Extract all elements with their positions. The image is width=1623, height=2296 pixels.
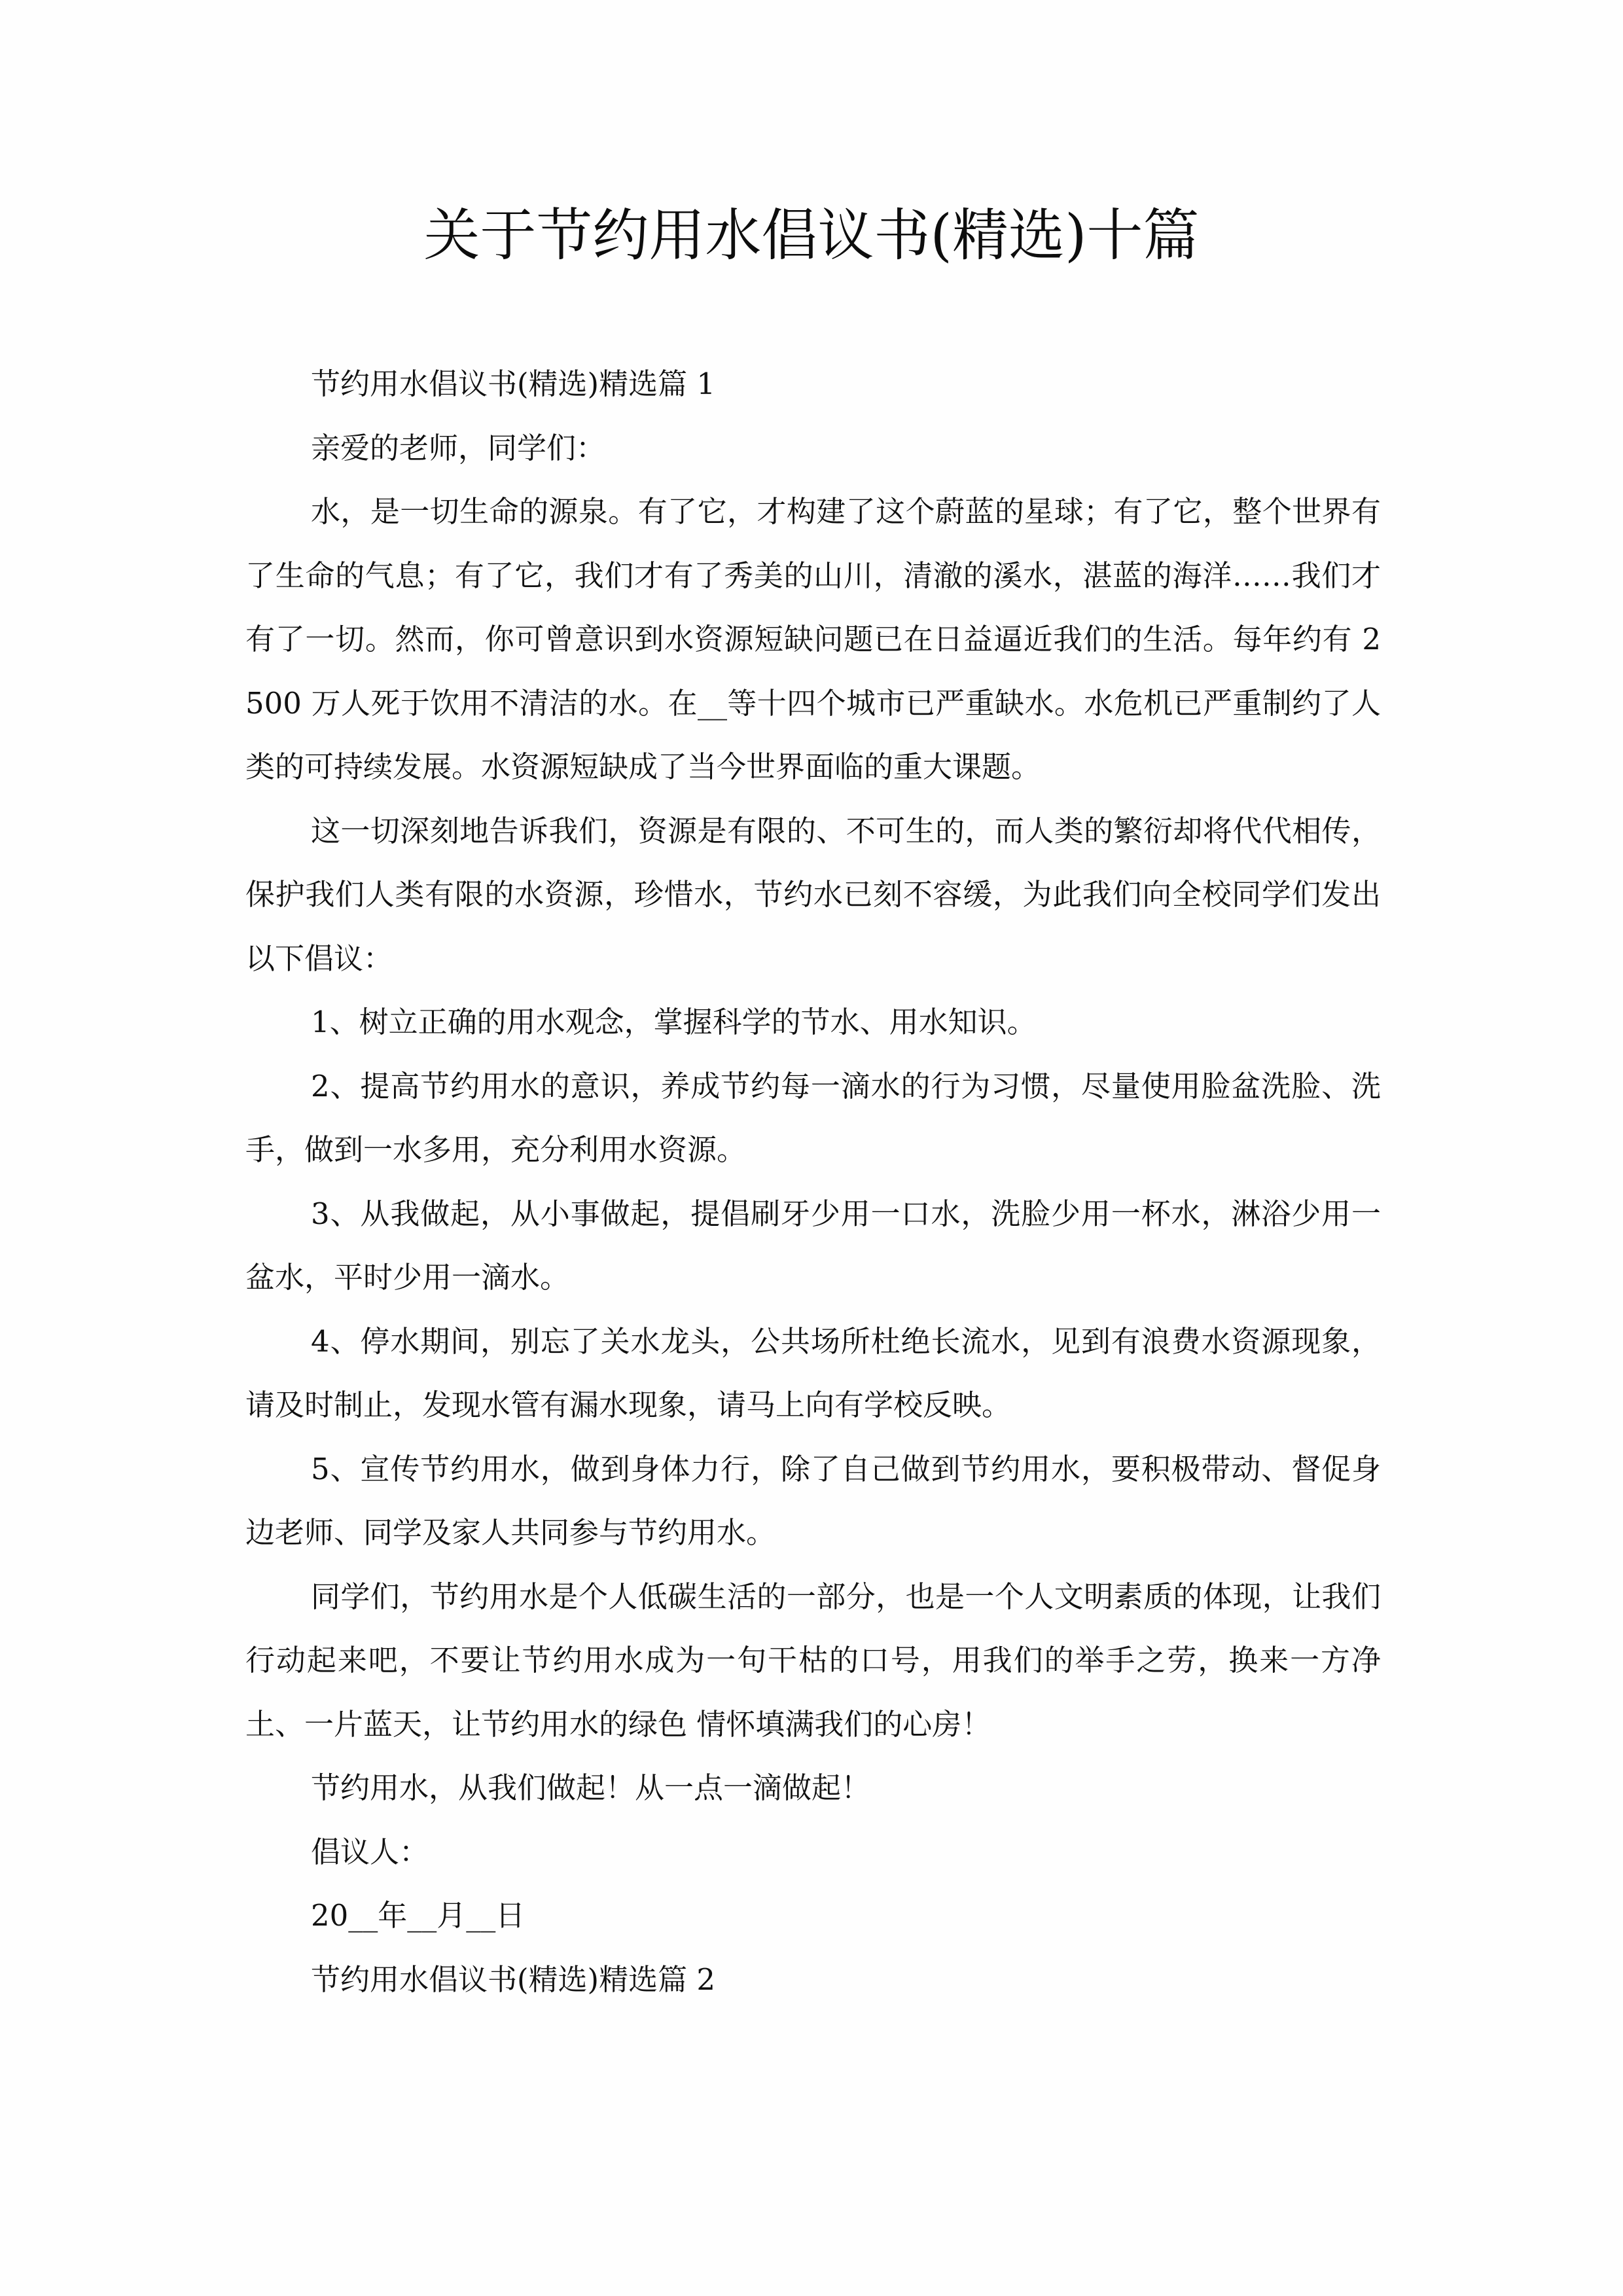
closing-paragraph: 同学们，节约用水是个人低碳生活的一部分，也是一个人文明素质的体现，让我们行动起来吧，不要让节约用水成为一句干枯的口号，用我们的举手之劳，换来一方净土、一片蓝天，让节约用水的绿色 情怀填满我们的心房！ — [245, 1579, 1381, 1742]
salutation: 亲爱的老师，同学们： — [311, 430, 606, 465]
proposal-item: 1、树立正确的用水观念，掌握科学的节水、用水知识。 — [311, 1005, 1037, 1039]
section-heading: 节约用水倡议书(精选)精选篇 1 — [311, 367, 716, 401]
proposal-item: 5、宣传节约用水，做到身体力行，除了自己做到节约用水，要积极带动、督促身边老师、同学及家人共同参与节约用水。 — [245, 1451, 1381, 1550]
document-body — [245, 352, 1381, 2011]
section-heading: 节约用水倡议书(精选)精选篇 2 — [311, 1962, 716, 1997]
body-paragraph: 水，是一切生命的源泉。有了它，才构建了这个蔚蓝的星球；有了它，整个世界有了生命的气息；有了它，我们才有了秀美的山川，清澈的溪水，湛蓝的海洋……我们才有了一切。然而，你可曾意识到水资源短缺问题已在日益逼近我们的生活。每年约有 2500 万人死于饮用不清洁的水。在__等十四个城市已严重缺水。水危机已严重制约了人类的可持续发展。水资源短缺成了当今世界面临的重大课题。 — [245, 494, 1381, 784]
proposal-item: 4、停水期间，别忘了关水龙头，公共场所杜绝长流水，见到有浪费水资源现象，请及时制止，发现水管有漏水现象，请马上向有学校反映。 — [245, 1323, 1381, 1422]
proposal-item: 2、提高节约用水的意识，养成节约每一滴水的行为习惯，尽量使用脸盆洗脸、洗手，做到一水多用，充分利用水资源。 — [245, 1068, 1381, 1167]
signature-label: 倡议人： — [311, 1834, 429, 1869]
proposal-item: 3、从我做起，从小事做起，提倡刷牙少用一口水，洗脸少用一杯水，淋浴少用一盆水，平时少用一滴水。 — [245, 1196, 1381, 1295]
body-paragraph: 这一切深刻地告诉我们，资源是有限的、不可生的，而人类的繁衍却将代代相传，保护我们人类有限的水资源，珍惜水，节约水已刻不容缓，为此我们向全校同学们发出以下倡议： — [245, 813, 1381, 976]
date-line: 20__年__月__日 — [311, 1898, 526, 1933]
document-title: 关于节约用水倡议书(精选)十篇 — [423, 203, 1200, 268]
slogan: 节约用水，从我们做起！从一点一滴做起！ — [311, 1770, 871, 1805]
